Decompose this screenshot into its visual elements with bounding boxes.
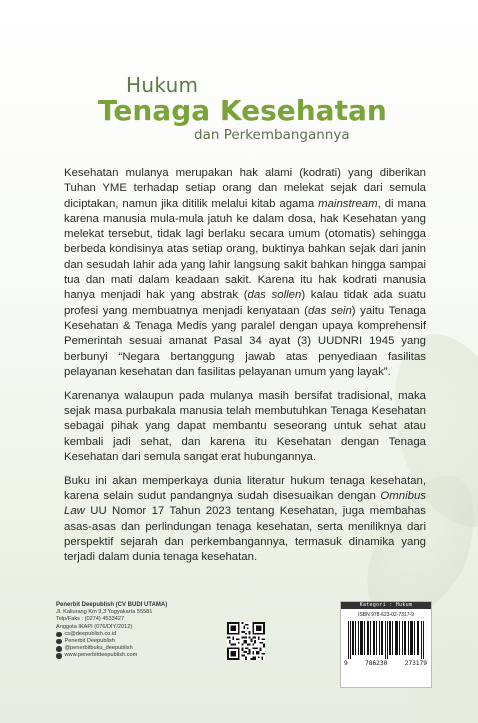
facebook-text[interactable]: Penerbit Deepublish: [64, 638, 115, 645]
email-text[interactable]: cs@deepublish.co.id: [64, 630, 117, 637]
instagram-text[interactable]: @penerbitbuku_deepublish: [64, 645, 133, 652]
italic-term: das sein: [307, 304, 352, 317]
text-segment: UU Nomor 17 Tahun 2023 tentang Kesehatan, juga membahas asas-asas dan perlindungan tenaga kesehatan, serta meniliknya dari perspektif sejarah dan perkembangannya, termasuk dinamika yang terjadi dalam dunia tenaga kesehatan.: [64, 505, 426, 564]
synopsis-paragraph-1: [64, 166, 426, 380]
social-instagram: [56, 645, 216, 652]
synopsis-paragraph-2: Karenanya walaupun pada mulanya masih bersifat tradisional, maka sejak masa purbakala manusia telah membutuhkan Tenaga Kesehatan sebagai pihak yang dapat membantu seseorang untuk sehat atau kembali jadi sehat, dan karena itu Kesehatan dengan Tenaga Kesehatan dari semula sangat erat hubungannya.: [64, 389, 426, 463]
synopsis: [64, 166, 426, 574]
qr-code-graphic: [227, 622, 265, 660]
social-facebook: [56, 638, 216, 645]
barcode-digits-right: 273179: [404, 660, 427, 667]
globe-icon: [56, 653, 62, 659]
italic-term: mainstream: [318, 197, 378, 210]
text-segment: ) yaitu Tenaga Kesehatan & Tenaga Medis yang paralel dengan upaya komprehensif Pemerintah sesuai amanat Pasal 34 ayat (3) UUDNRI 1945 yang berbunyi “Negara bertanggung jawab atas penyediaan fasilitas pelayanan kesehatan dan fasilitas pelayanan umum yang layak”.: [64, 304, 426, 378]
qr-code[interactable]: [227, 622, 265, 660]
instagram-icon: [56, 646, 62, 652]
synopsis-paragraph-3: [64, 474, 426, 566]
book-title: [98, 74, 388, 144]
text-segment: , di mana karena manusia mula-mula jatuh ke dalam dosa, hak Kesehatan yang melekat tersebut, tidak lagi berlaku secara umum (otomatis) sehingga berbeda kondisinya atas setiap orang, buktinya bahkan sejak dari janin dan sesudah lahir ada yang lahir langsung sakit bahkan hingga sampai tua dan mati dalam keadaan sakit. Karena itu hak kodrati manusia hanya menjadi hak yang abstrak (: [64, 197, 426, 302]
publisher-phone: Telp/Faks : (0274) 4533427: [56, 616, 125, 623]
isbn-text: ISBN 978-623-02-7317-9: [358, 612, 414, 618]
facebook-icon: [56, 639, 62, 645]
social-email: [56, 631, 216, 638]
title-line-2: Tenaga Kesehatan: [98, 94, 387, 127]
title-line-3: dan Perkembangannya: [194, 127, 350, 143]
social-website: [56, 652, 216, 659]
barcode-icon: [346, 621, 426, 659]
barcode-digit-first: 9: [344, 660, 348, 667]
publisher-name: Penerbit Deepublish (CV BUDI UTAMA): [56, 602, 168, 608]
mail-icon: [56, 632, 62, 638]
text-segment: Buku ini akan memperkaya dunia literatur hukum tenaga kesehatan, karena selain sudut pandangnya sudah disesuaikan dengan: [64, 474, 426, 502]
title-line-1: Hukum: [126, 73, 199, 97]
website-text[interactable]: www.penerbitdeepublish.com: [64, 652, 138, 659]
isbn-barcode-box: [340, 601, 432, 688]
barcode-digits-left: 786230: [365, 660, 388, 667]
publisher-ikapi: Anggota IKAPI (076/DIY/2012): [56, 623, 133, 630]
italic-term: das sollen: [247, 289, 302, 302]
publisher-info: [56, 602, 216, 660]
barcode-digits: [341, 659, 431, 667]
italic-term: Omnibus Law: [64, 489, 426, 518]
text-segment: Kesehatan mulanya merupakan hak alami (kodrati) yang diberikan Tuhan YME terhadap setiap orang dan melekat sejak dari semula diciptakan, namun jika ditilik melalui kitab agama: [64, 167, 426, 210]
publisher-address: Jl. Kaliurang Km 9,3 Yogyakarta 55581: [56, 609, 153, 616]
category-label: Kategori : Hukum: [341, 602, 431, 609]
text-segment: ) kalau tidak ada suatu profesi yang membuatnya menjadi kenyataan (: [64, 289, 426, 317]
